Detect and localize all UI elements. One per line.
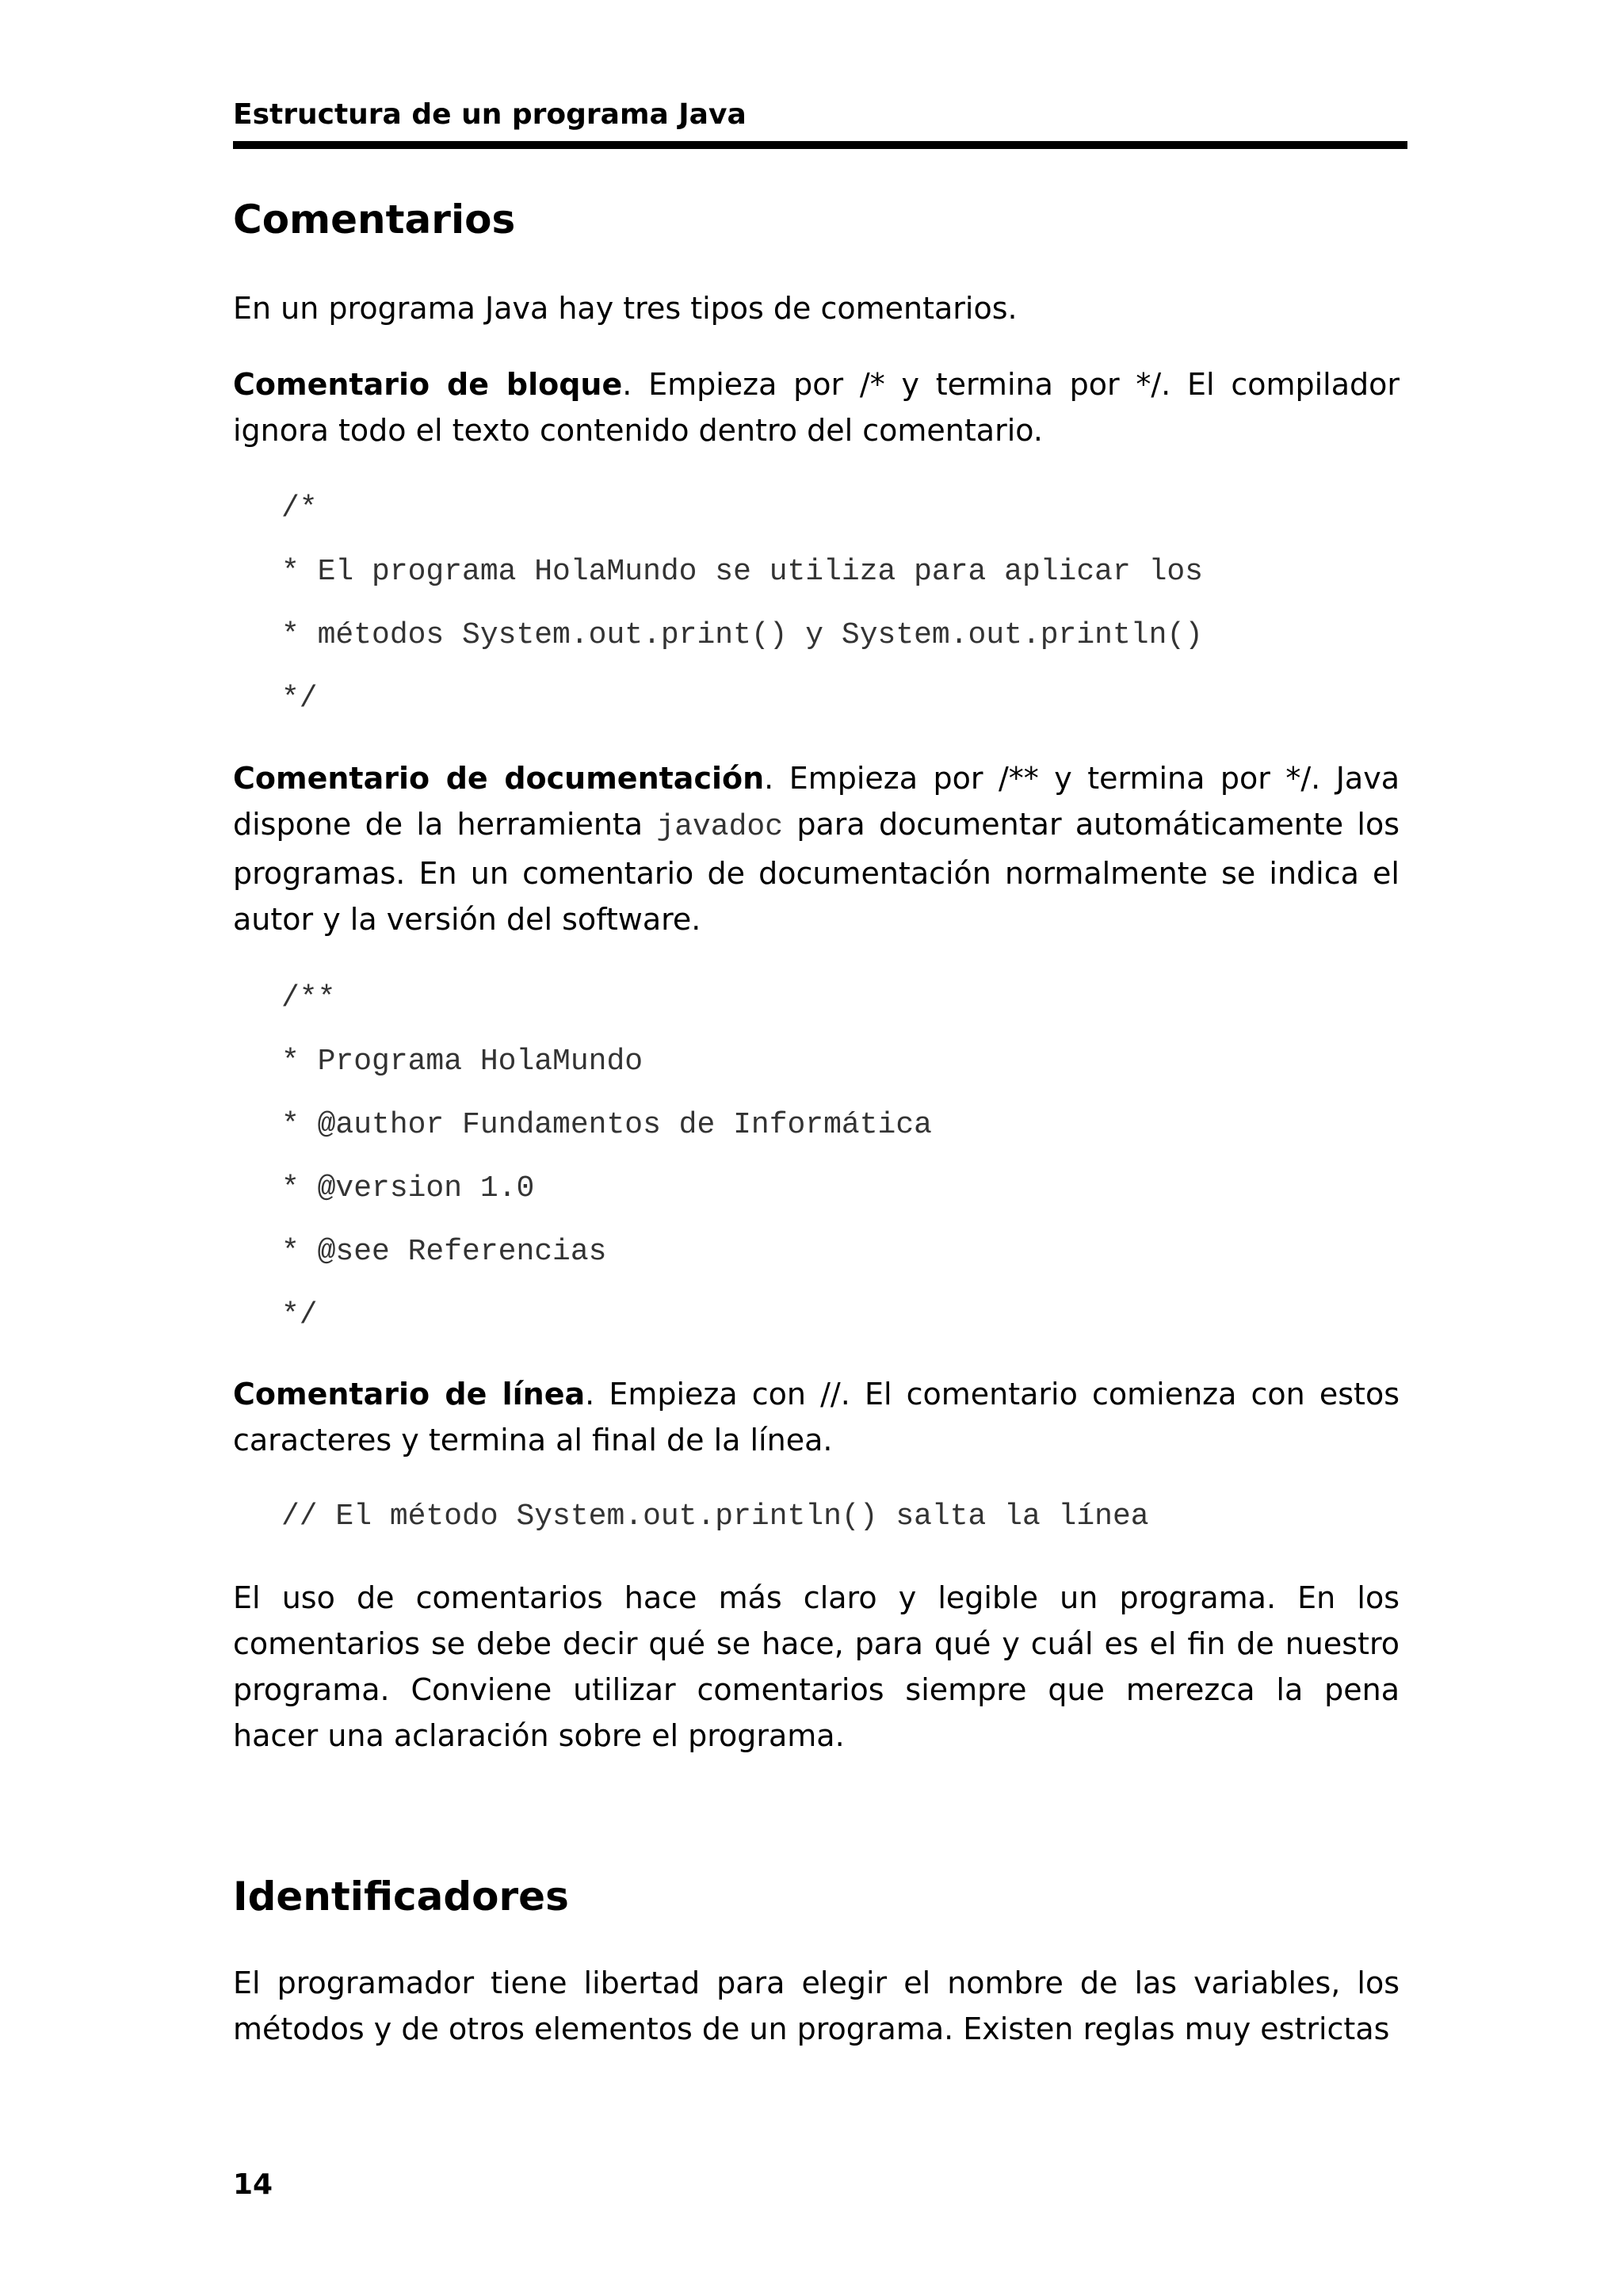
code-line: * métodos System.out.print() y System.out.println() bbox=[281, 618, 1203, 652]
code-line: * El programa HolaMundo se utiliza para aplicar los bbox=[281, 555, 1203, 589]
section-heading-identificadores: Identificadores bbox=[233, 1874, 569, 1920]
block-comment-text: . Empieza por /* y termina por */. El compilador ignora todo el texto contenido dentro del comentario. bbox=[233, 367, 1400, 448]
code-line: * Programa HolaMundo bbox=[281, 1045, 643, 1079]
running-title: Estructura de un programa Java bbox=[233, 98, 747, 131]
page-header bbox=[233, 95, 1407, 151]
page-number: 14 bbox=[233, 2168, 273, 2201]
block-comment-term: Comentario de bloque bbox=[233, 367, 623, 402]
code-line: * @see Referencias bbox=[281, 1235, 607, 1269]
doc-comment-text-before: . Empieza por /** y termina por */. Java dispone de la herramienta bbox=[233, 761, 1400, 842]
header-rule bbox=[233, 141, 1407, 149]
intro-paragraph: En un programa Java hay tres tipos de comentarios. bbox=[233, 291, 1018, 326]
line-comment-text: . Empieza con //. El comentario comienza con estos caracteres y termina al final de la línea. bbox=[233, 1377, 1400, 1457]
javadoc-inline-code: javadoc bbox=[656, 810, 784, 844]
identificadores-paragraph: El programador tiene libertad para elegir el nombre de las variables, los métodos y de otros elementos de un programa. Existen reglas muy estrictas bbox=[233, 1966, 1400, 2046]
line-comment-paragraph bbox=[233, 1371, 1400, 1463]
code-line: */ bbox=[281, 682, 318, 716]
code-line: * @author Fundamentos de Informática bbox=[281, 1108, 932, 1142]
code-line: * @version 1.0 bbox=[281, 1171, 535, 1205]
code-line: /** bbox=[281, 981, 336, 1015]
doc-comment-text-after: para documentar automáticamente los programas. En un comentario de documentación normalmente se indica el autor y la versión del software. bbox=[233, 807, 1400, 937]
doc-comment-paragraph bbox=[233, 755, 1400, 942]
code-line: /* bbox=[281, 491, 318, 525]
line-comment-term: Comentario de línea bbox=[233, 1377, 586, 1412]
code-line: // El método System.out.println() salta la línea bbox=[281, 1499, 1149, 1534]
closing-paragraph: El uso de comentarios hace más claro y legible un programa. En los comentarios se debe decir qué se hace, para qué y cuál es el fin de nuestro programa. Conviene utilizar comentarios siempre que merezca la pena hacer una aclaración sobre el programa. bbox=[233, 1580, 1400, 1753]
block-comment-paragraph bbox=[233, 361, 1400, 453]
doc-comment-term: Comentario de documentación bbox=[233, 761, 765, 796]
code-line: */ bbox=[281, 1298, 318, 1332]
section-heading-comentarios: Comentarios bbox=[233, 197, 516, 243]
